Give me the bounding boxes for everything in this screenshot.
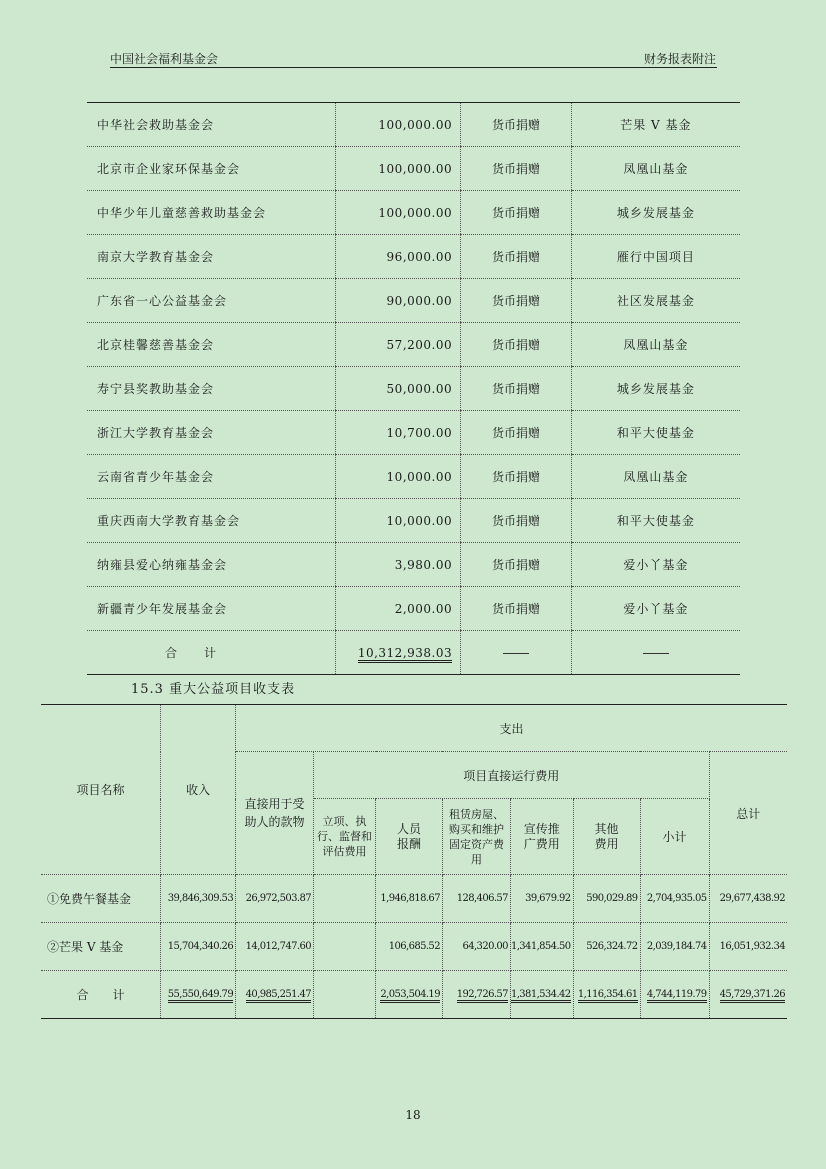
donor-name: 广东省一心公益基金会 (87, 279, 336, 323)
donation-type: 货币捐赠 (461, 323, 572, 367)
header-promo-text: 宣传推广费用 (523, 821, 560, 851)
donation-type: 货币捐赠 (461, 455, 572, 499)
header-income: 收入 (161, 705, 236, 875)
recipient-fund: 和平大使基金 (571, 411, 740, 455)
table-row (41, 875, 787, 923)
total-promo (510, 971, 573, 1019)
header-staff (376, 799, 443, 875)
total-staff-text: 2,053,504.19 (380, 989, 440, 1003)
total-amount (336, 631, 461, 675)
total-total (709, 971, 787, 1019)
header-direct-aid-text: 直接用于受助人的款物 (244, 797, 305, 829)
header-setup-text: 立项、执行、监督和评估费用 (317, 815, 373, 858)
donation-amount: 50,000.00 (336, 367, 461, 411)
subtotal-value: 2,039,184.74 (640, 923, 709, 971)
total-staff (376, 971, 443, 1019)
total-total-text: 45,729,371.26 (720, 989, 785, 1003)
other-value: 590,029.89 (573, 875, 640, 923)
recipient-fund: 凤凰山基金 (571, 323, 740, 367)
total-other (573, 971, 640, 1019)
table-row (87, 455, 740, 499)
donation-type: 货币捐赠 (461, 587, 572, 631)
total-row (87, 631, 740, 675)
donation-type: 货币捐赠 (461, 235, 572, 279)
total-income-text: 55,550,649.79 (168, 989, 233, 1003)
recipient-fund: 社区发展基金 (571, 279, 740, 323)
donation-amount: 2,000.00 (336, 587, 461, 631)
total-value: 29,677,438.92 (709, 875, 787, 923)
total-fund-empty (571, 631, 740, 675)
project-name: ①免费午餐基金 (41, 875, 161, 923)
donor-name: 北京桂馨慈善基金会 (87, 323, 336, 367)
total-rent-text: 192,726.57 (457, 989, 508, 1003)
donation-amount: 10,700.00 (336, 411, 461, 455)
table-row (87, 279, 740, 323)
promo-value: 39,679.92 (510, 875, 573, 923)
rent-value: 64,320.00 (442, 923, 510, 971)
dash-mark (643, 653, 669, 654)
total-income (161, 971, 236, 1019)
setup-value (314, 923, 376, 971)
total-direct-aid (236, 971, 314, 1019)
subtotal-value: 2,704,935.05 (640, 875, 709, 923)
donation-type: 货币捐赠 (461, 411, 572, 455)
donor-name: 重庆西南大学教育基金会 (87, 499, 336, 543)
donor-name: 浙江大学教育基金会 (87, 411, 336, 455)
recipient-fund: 雁行中国项目 (571, 235, 740, 279)
setup-value (314, 875, 376, 923)
recipient-fund: 和平大使基金 (571, 499, 740, 543)
header-other (573, 799, 640, 875)
donor-name: 中华少年儿童慈善救助基金会 (87, 191, 336, 235)
total-subtotal (640, 971, 709, 1019)
recipient-fund: 凤凰山基金 (571, 147, 740, 191)
header-direct-ops: 项目直接运行费用 (314, 752, 709, 799)
total-subtotal-text: 4,744,119.79 (647, 989, 707, 1003)
recipient-fund: 城乡发展基金 (571, 191, 740, 235)
donation-amount: 10,000.00 (336, 455, 461, 499)
total-amount-text: 10,312,938.03 (358, 646, 452, 663)
table-row (41, 923, 787, 971)
header-rule (110, 67, 717, 68)
donation-amount: 100,000.00 (336, 103, 461, 147)
total-label: 合 计 (41, 971, 161, 1019)
total-row (41, 971, 787, 1019)
header-organization: 中国社会福利基金会 (110, 52, 219, 66)
header-subtotal: 小计 (640, 799, 709, 875)
donor-name: 纳雍县爱心纳雍基金会 (87, 543, 336, 587)
donation-amount: 3,980.00 (336, 543, 461, 587)
page-number: 18 (405, 1108, 421, 1122)
donation-amount: 100,000.00 (336, 147, 461, 191)
donor-name: 新疆青少年发展基金会 (87, 587, 336, 631)
donor-name: 云南省青少年基金会 (87, 455, 336, 499)
donation-table (87, 102, 740, 675)
recipient-fund: 爱小丫基金 (571, 587, 740, 631)
donation-type: 货币捐赠 (461, 147, 572, 191)
project-name: ②芒果 V 基金 (41, 923, 161, 971)
donation-amount: 90,000.00 (336, 279, 461, 323)
total-promo-text: 1,381,534.42 (511, 989, 571, 1003)
donation-amount: 100,000.00 (336, 191, 461, 235)
other-value: 526,324.72 (573, 923, 640, 971)
table-row (87, 411, 740, 455)
project-income-expense-table (41, 704, 787, 1019)
header-rent-text: 租赁房屋、购买和维护固定资产费用 (448, 807, 504, 866)
dash-mark (503, 653, 529, 654)
table-row (87, 235, 740, 279)
staff-value: 1,946,818.67 (376, 875, 443, 923)
recipient-fund: 凤凰山基金 (571, 455, 740, 499)
donation-type: 货币捐赠 (461, 103, 572, 147)
income-value: 39,846,309.53 (161, 875, 236, 923)
recipient-fund: 爱小丫基金 (571, 543, 740, 587)
donor-name: 南京大学教育基金会 (87, 235, 336, 279)
direct-aid-value: 26,972,503.87 (236, 875, 314, 923)
table-row (87, 323, 740, 367)
donation-amount: 57,200.00 (336, 323, 461, 367)
header-rent (442, 799, 510, 875)
header-promo (510, 799, 573, 875)
table-row (87, 499, 740, 543)
table-row (87, 191, 740, 235)
header-total: 总计 (709, 752, 787, 875)
table-row (87, 103, 740, 147)
staff-value: 106,685.52 (376, 923, 443, 971)
donor-name: 北京市企业家环保基金会 (87, 147, 336, 191)
total-other-text: 1,116,354.61 (578, 989, 638, 1003)
recipient-fund: 芒果 V 基金 (571, 103, 740, 147)
donation-amount: 96,000.00 (336, 235, 461, 279)
recipient-fund: 城乡发展基金 (571, 367, 740, 411)
donation-type: 货币捐赠 (461, 499, 572, 543)
total-rent (442, 971, 510, 1019)
table-row (87, 367, 740, 411)
income-value: 15,704,340.26 (161, 923, 236, 971)
header-setup (314, 799, 376, 875)
section-title: 15.3 重大公益项目收支表 (131, 682, 296, 697)
donor-name: 寿宁县奖教助基金会 (87, 367, 336, 411)
direct-aid-value: 14,012,747.60 (236, 923, 314, 971)
donation-type: 货币捐赠 (461, 279, 572, 323)
total-value: 16,051,932.34 (709, 923, 787, 971)
donation-amount: 10,000.00 (336, 499, 461, 543)
total-direct-aid-text: 40,985,251.47 (246, 989, 311, 1003)
header-direct-aid (236, 752, 314, 875)
header-document-title: 财务报表附注 (643, 52, 716, 66)
table-row (87, 147, 740, 191)
header-staff-text: 人员报酬 (396, 821, 421, 851)
promo-value: 1,341,854.50 (510, 923, 573, 971)
donation-type: 货币捐赠 (461, 367, 572, 411)
rent-value: 128,406.57 (442, 875, 510, 923)
table-row (87, 543, 740, 587)
total-setup (314, 971, 376, 1019)
header-other-text: 其他费用 (594, 821, 619, 851)
donation-type: 货币捐赠 (461, 543, 572, 587)
donation-type: 货币捐赠 (461, 191, 572, 235)
total-type-empty (461, 631, 572, 675)
header-expense: 支出 (236, 705, 787, 752)
donor-name: 中华社会救助基金会 (87, 103, 336, 147)
total-label: 合 计 (87, 631, 336, 675)
header-project-name: 项目名称 (41, 705, 161, 875)
table-row (87, 587, 740, 631)
